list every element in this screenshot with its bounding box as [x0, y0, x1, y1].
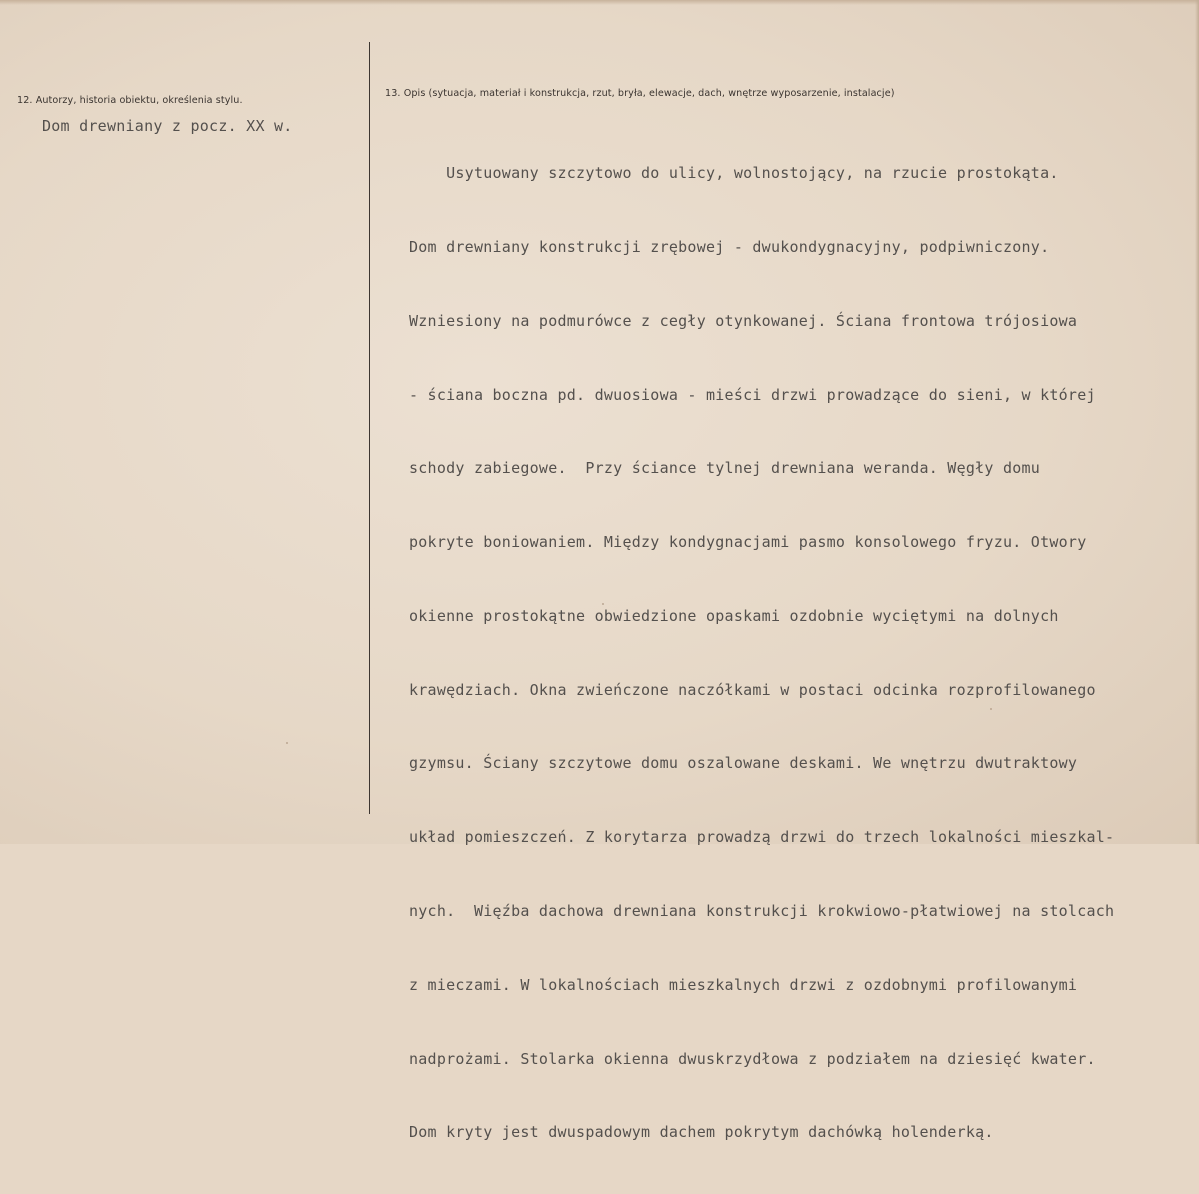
description-line: nadprożami. Stolarka okienna dwuskrzydłowa z podziałem na dziesięć kwater.: [409, 1049, 1096, 1068]
description-line: Usytuowany szczytowo do ulicy, wolnostojący, na rzucie prostokąta.: [409, 164, 1059, 183]
description-line: układ pomieszczeń. Z korytarza prowadzą drzwi do trzech lokalności mieszkal-: [409, 828, 1115, 847]
description-line: okienne prostokątne obwiedzione opaskami ozdobnie wyciętymi na dolnych: [409, 606, 1059, 625]
paper-speck: [602, 603, 604, 605]
description-line: schody zabiegowe. Przy ściance tylnej drewniana weranda. Węgły domu: [409, 459, 1041, 478]
description-line: z mieczami. W lokalnościach mieszkalnych drzwi z ozdobnymi profilowanymi: [409, 975, 1078, 994]
description-line: - ściana boczna pd. dwuosiowa - mieści drzwi prowadzące do sieni, w której: [409, 385, 1096, 404]
column-divider: [369, 42, 370, 814]
paper-edge-right: [1195, 0, 1199, 844]
field-12-label: 12. Autorzy, historia obiektu, określenia stylu.: [17, 95, 243, 106]
field-12-value: Dom drewniany z pocz. XX w.: [42, 117, 293, 135]
paper-edge-top: [0, 0, 1199, 5]
description-line: Dom drewniany konstrukcji zrębowej - dwukondygnacyjny, podpiwniczony.: [409, 237, 1050, 256]
description-line: Dom kryty jest dwuspadowym dachem pokrytym dachówką holenderką.: [409, 1123, 994, 1142]
description-line: pokryte boniowaniem. Między kondygnacjami pasmo konsolowego fryzu. Otwory: [409, 533, 1087, 552]
paper-speck: [286, 742, 288, 744]
description-line: krawędziach. Okna zwieńczone naczółkami w postaci odcinka rozprofilowanego: [409, 680, 1096, 699]
field-13-description: [409, 112, 1114, 1194]
description-line: gzymsu. Ściany szczytowe domu oszalowane deskami. We wnętrzu dwutraktowy: [409, 754, 1078, 773]
field-13-label: 13. Opis (sytuacja, materiał i konstrukcja, rzut, bryła, elewacje, dach, wnętrze wyposarzenie, instalacje): [385, 88, 895, 99]
description-line: nych. Więźba dachowa drewniana konstrukcji krokwiowo-płatwiowej na stolcach: [409, 902, 1115, 920]
paper-speck: [990, 708, 992, 710]
description-line: Wzniesiony na podmurówce z cegły otynkowanej. Ściana frontowa trójosiowa: [409, 311, 1078, 330]
